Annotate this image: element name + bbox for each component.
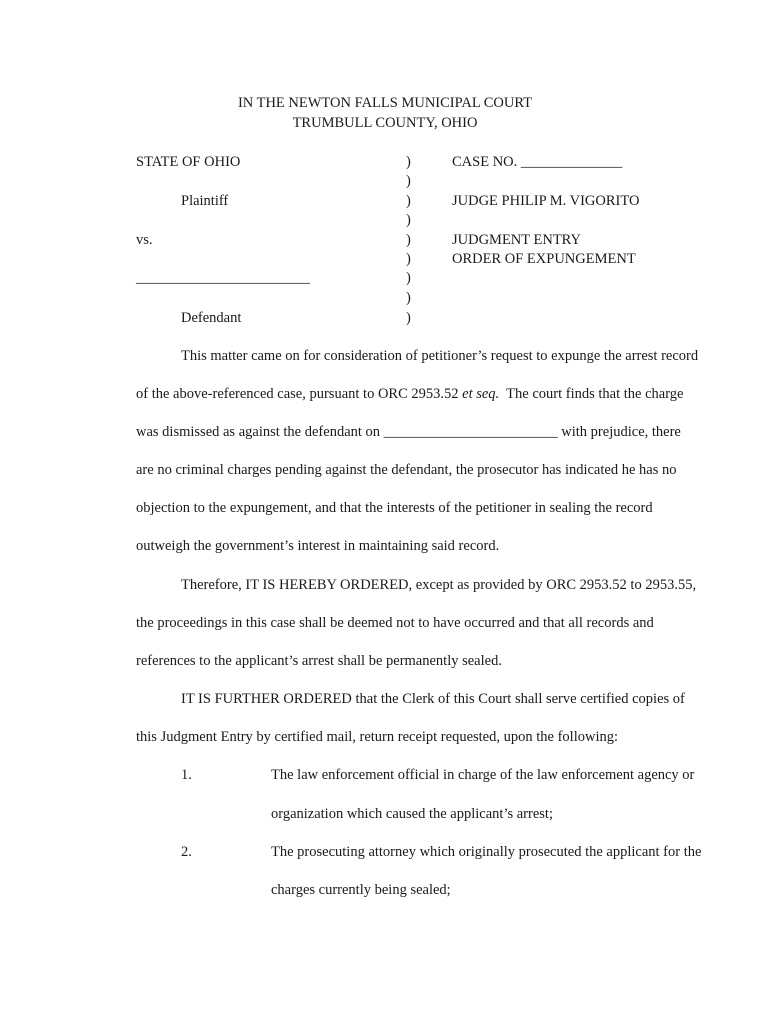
caption-paren: ) bbox=[406, 212, 411, 228]
body-line: are no criminal charges pending against the defendant, the prosecutor has indicated he has no bbox=[136, 462, 677, 478]
body-text: of the above-referenced case, pursuant to ORC 2953.52 bbox=[136, 386, 463, 402]
caption-paren: ) bbox=[406, 173, 411, 189]
italic-citation: et seq. bbox=[462, 386, 500, 402]
body-line: this Judgment Entry by certified mail, return receipt requested, upon the following: bbox=[136, 729, 618, 745]
list-item-text: The law enforcement official in charge of the law enforcement agency or bbox=[271, 767, 695, 783]
defendant-role: Defendant bbox=[181, 310, 242, 326]
court-name: IN THE NEWTON FALLS MUNICIPAL COURT bbox=[237, 95, 533, 111]
body-line: Therefore, IT IS HEREBY ORDERED, except as provided by ORC 2953.52 to 2953.55, bbox=[181, 577, 697, 593]
judge-name: JUDGE PHILIP M. VIGORITO bbox=[452, 193, 640, 209]
list-item-number: 1. bbox=[181, 767, 192, 783]
body-text: The court finds that the charge bbox=[499, 386, 684, 402]
court-county: TRUMBULL COUNTY, OHIO bbox=[292, 115, 478, 131]
document-title-line2: ORDER OF EXPUNGEMENT bbox=[452, 251, 636, 267]
caption-paren: ) bbox=[406, 193, 411, 209]
caption-paren: ) bbox=[406, 154, 411, 170]
plaintiff-name: STATE OF OHIO bbox=[136, 154, 241, 170]
defendant-name-blank: ________________________ bbox=[136, 270, 310, 286]
body-line: was dismissed as against the defendant on ________________________ with prejudice, there bbox=[136, 424, 681, 440]
caption-paren: ) bbox=[406, 310, 411, 326]
list-item-number: 2. bbox=[181, 844, 192, 860]
document-title-line1: JUDGMENT ENTRY bbox=[452, 232, 582, 248]
body-line: IT IS FURTHER ORDERED that the Clerk of this Court shall serve certified copies of bbox=[181, 691, 685, 707]
body-line: references to the applicant’s arrest shall be permanently sealed. bbox=[136, 653, 502, 669]
caption-paren: ) bbox=[406, 290, 411, 306]
body-line: the proceedings in this case shall be deemed not to have occurred and that all records and bbox=[136, 615, 654, 631]
case-number: CASE NO. ______________ bbox=[452, 154, 623, 170]
versus-label: vs. bbox=[136, 232, 153, 248]
list-item-text: charges currently being sealed; bbox=[271, 882, 451, 898]
list-item-text: The prosecuting attorney which originally prosecuted the applicant for the bbox=[271, 844, 702, 860]
body-line: outweigh the government’s interest in maintaining said record. bbox=[136, 538, 500, 554]
caption-paren: ) bbox=[406, 251, 411, 267]
caption-paren: ) bbox=[406, 270, 411, 286]
list-item-text: organization which caused the applicant’s arrest; bbox=[271, 806, 553, 822]
body-line: objection to the expungement, and that the interests of the petitioner in sealing the record bbox=[136, 500, 653, 516]
caption-paren: ) bbox=[406, 232, 411, 248]
body-line bbox=[136, 386, 683, 403]
plaintiff-role: Plaintiff bbox=[181, 193, 229, 209]
body-line: This matter came on for consideration of petitioner’s request to expunge the arrest record bbox=[181, 348, 699, 364]
